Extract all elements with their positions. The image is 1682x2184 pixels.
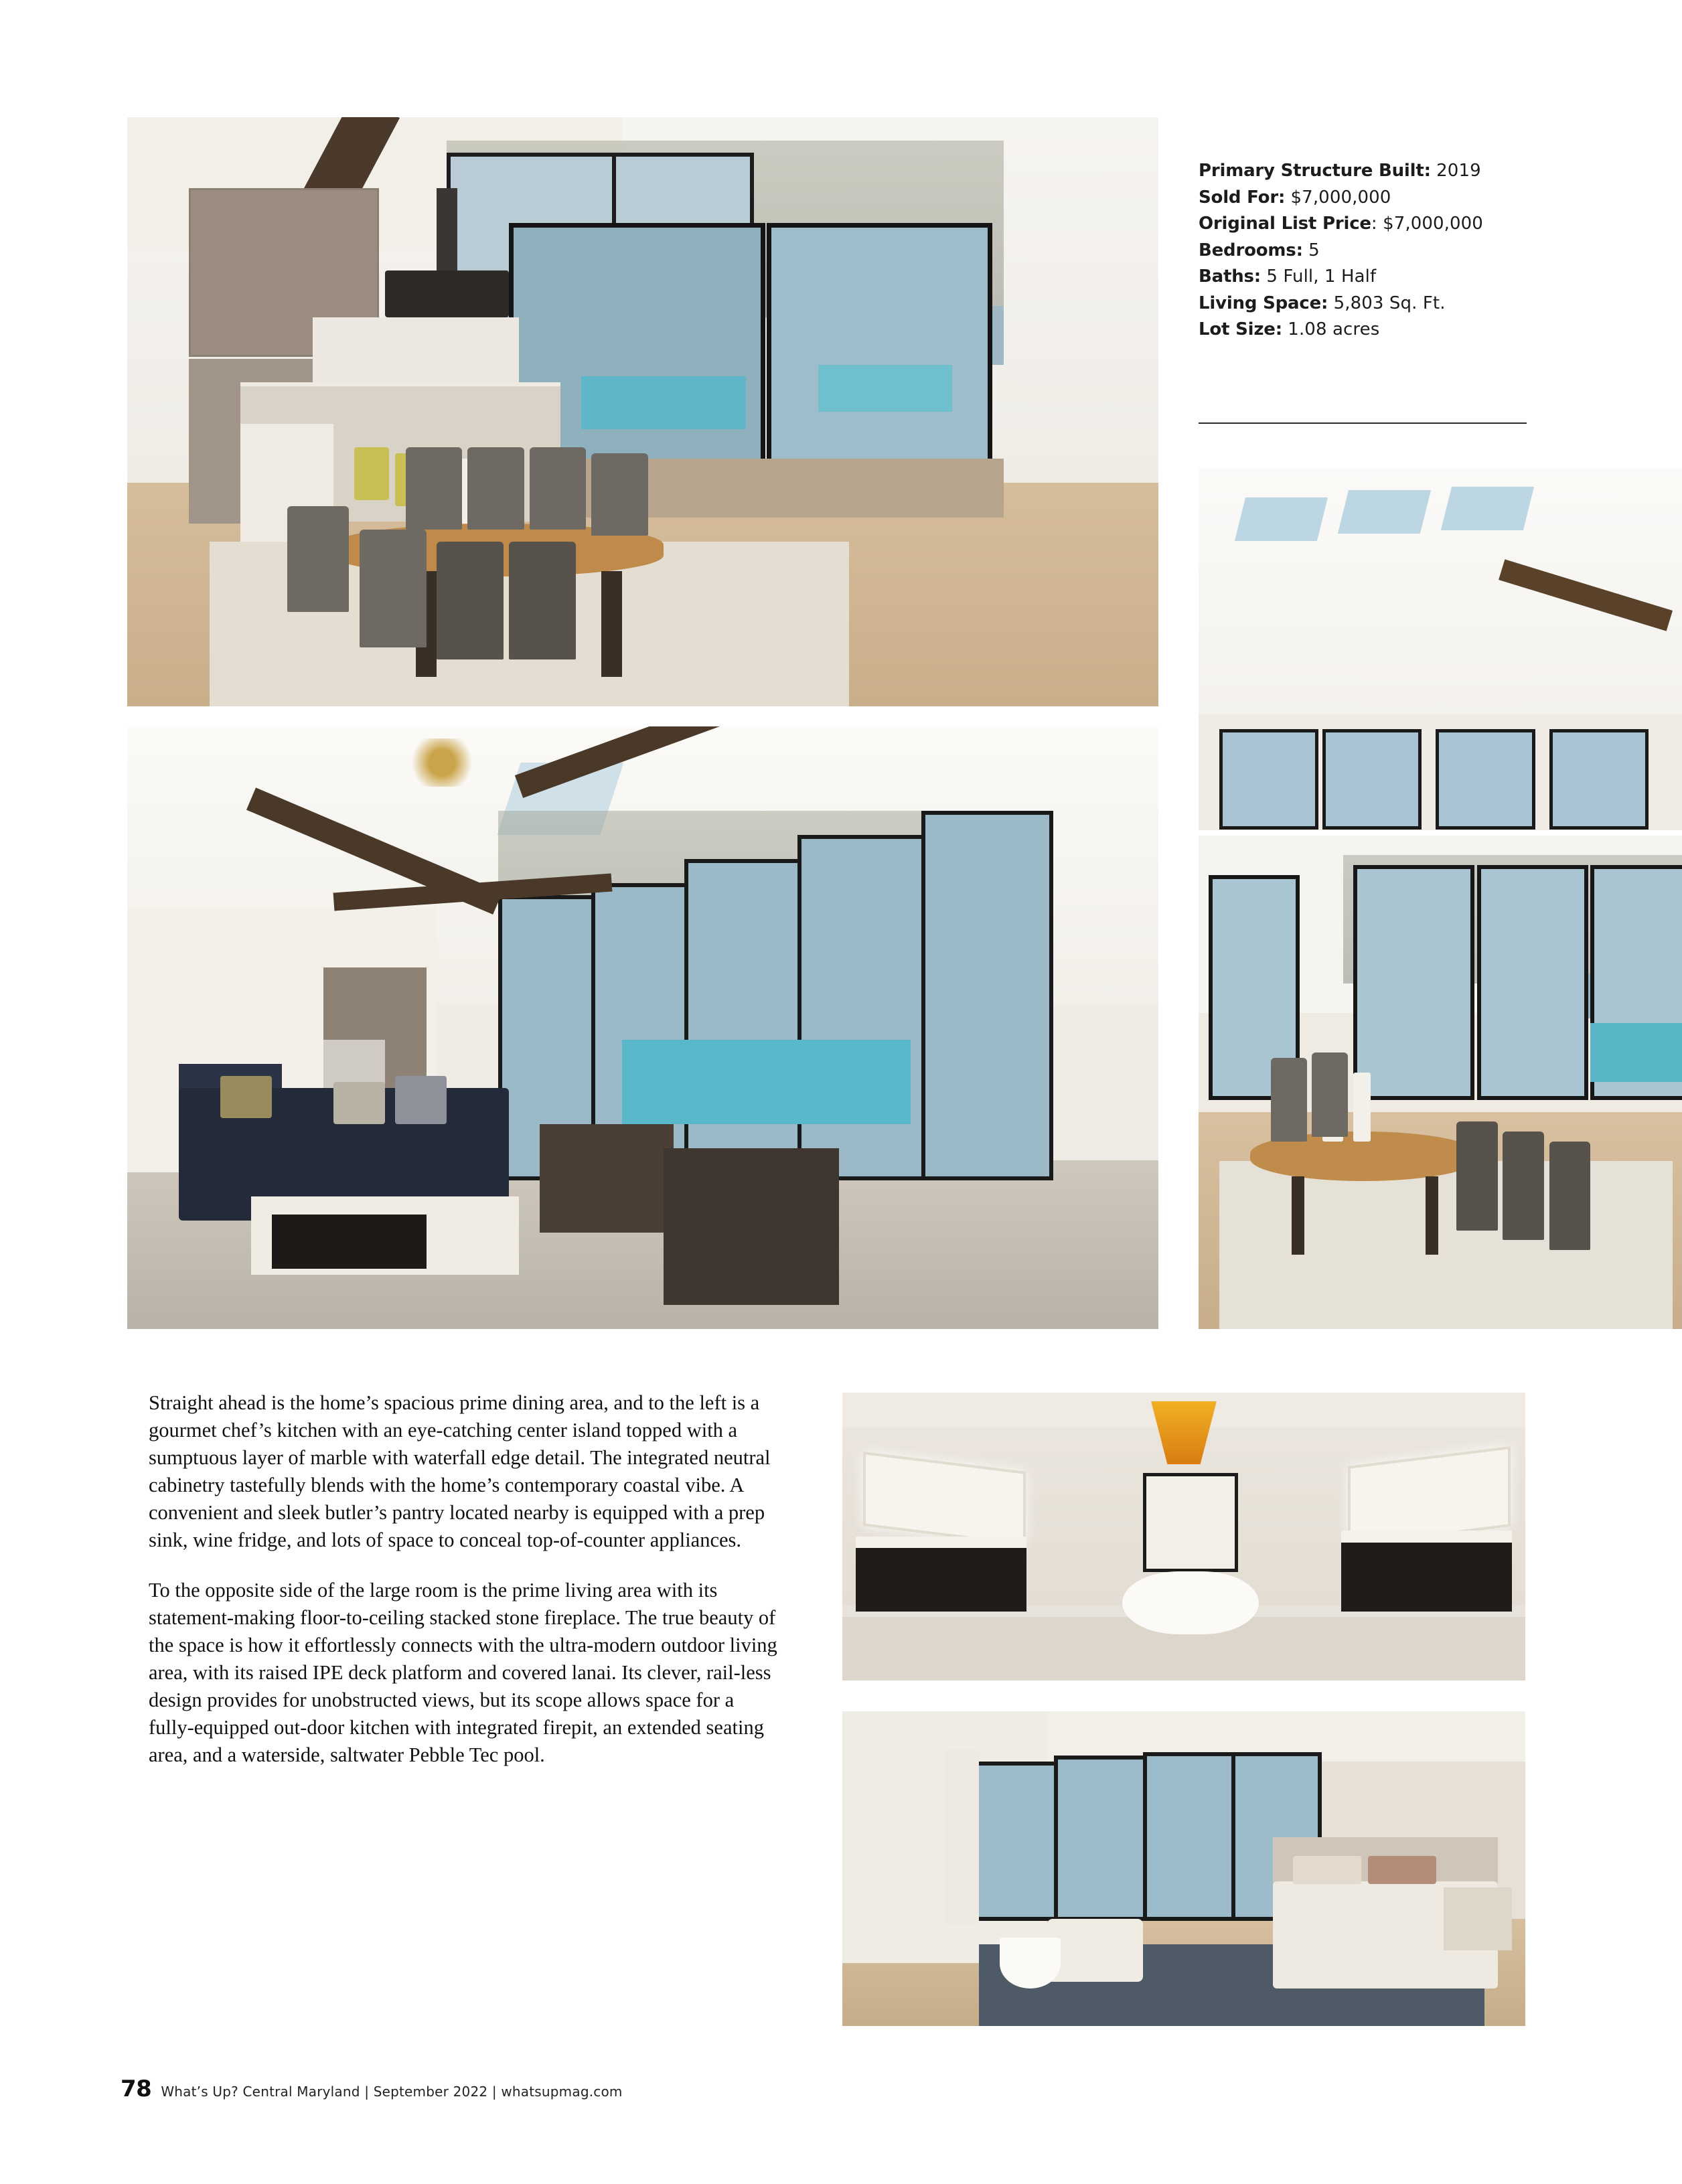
spec-row-primary-structure-built [1199, 158, 1528, 185]
dining-area-wide-photo [1199, 836, 1682, 1329]
spec-label: Primary Structure Built: [1199, 161, 1431, 181]
spec-value: 1.08 acres [1288, 319, 1380, 340]
living-room-photo [127, 726, 1158, 1329]
spec-value: 5,803 Sq. Ft. [1333, 293, 1446, 313]
page-footer [121, 2076, 623, 2102]
spec-label: Lot Size: [1199, 319, 1282, 340]
article-paragraph-2: To the opposite side of the large room is the prime living area with its statement-making floor-to-ceiling stacked stone fireplace. The true beauty of the space is how it effortlessly connects with the ultra-modern outdoor living area, with its raised IPE deck platform and covered lanai. Its clever, rail-less design provides for unobstructed views, but its scope allows space for a fully-equipped out-door kitchen with integrated firepit, an extended seating area, and a waterside, saltwater Pebble Tec pool. [149, 1579, 777, 1767]
primary-bathroom-photo [842, 1393, 1525, 1681]
spec-label: Original List Price [1199, 214, 1371, 234]
article-paragraph-1: Straight ahead is the home’s spacious prime dining area, and to the left is a gourmet chef’s kitchen with an eye-catching center island topped with a sumptuous layer of marble with waterfall edge detail. The integrated neutral cabinetry tastefully blends with the home’s contemporary coastal vibe. A convenient and sleek butler’s pantry located nearby is equipped with a prep sink, wine fridge, and lots of space to conceal top-of-counter appliances. [149, 1391, 771, 1552]
kitchen-and-dining-area-photo [127, 117, 1158, 706]
footer-credit: What’s Up? Central Maryland | September 2022 | whatsupmag.com [161, 2084, 623, 2100]
spec-value: 2019 [1436, 161, 1481, 181]
spec-row-lot-size [1199, 317, 1528, 343]
spec-label: Sold For: [1199, 187, 1286, 208]
spec-value: : $7,000,000 [1371, 214, 1483, 234]
spec-label: Living Space: [1199, 293, 1328, 313]
property-spec-list [1199, 158, 1528, 343]
article-body [149, 1389, 778, 1792]
spec-value: $7,000,000 [1290, 187, 1391, 208]
spec-row-baths [1199, 264, 1528, 291]
spec-value: 5 [1308, 240, 1320, 260]
spec-label: Bedrooms: [1199, 240, 1303, 260]
spec-value: 5 Full, 1 Half [1266, 266, 1377, 287]
spec-row-original-list-price [1199, 211, 1528, 238]
spec-row-bedrooms [1199, 238, 1528, 264]
vaulted-ceiling-photo [1199, 469, 1682, 830]
primary-bedroom-photo [842, 1711, 1525, 2026]
spec-label: Baths: [1199, 266, 1261, 287]
spec-divider-rule [1199, 422, 1527, 424]
page-number: 78 [121, 2076, 152, 2102]
spec-row-living-space [1199, 291, 1528, 317]
spec-row-sold-for [1199, 185, 1528, 212]
